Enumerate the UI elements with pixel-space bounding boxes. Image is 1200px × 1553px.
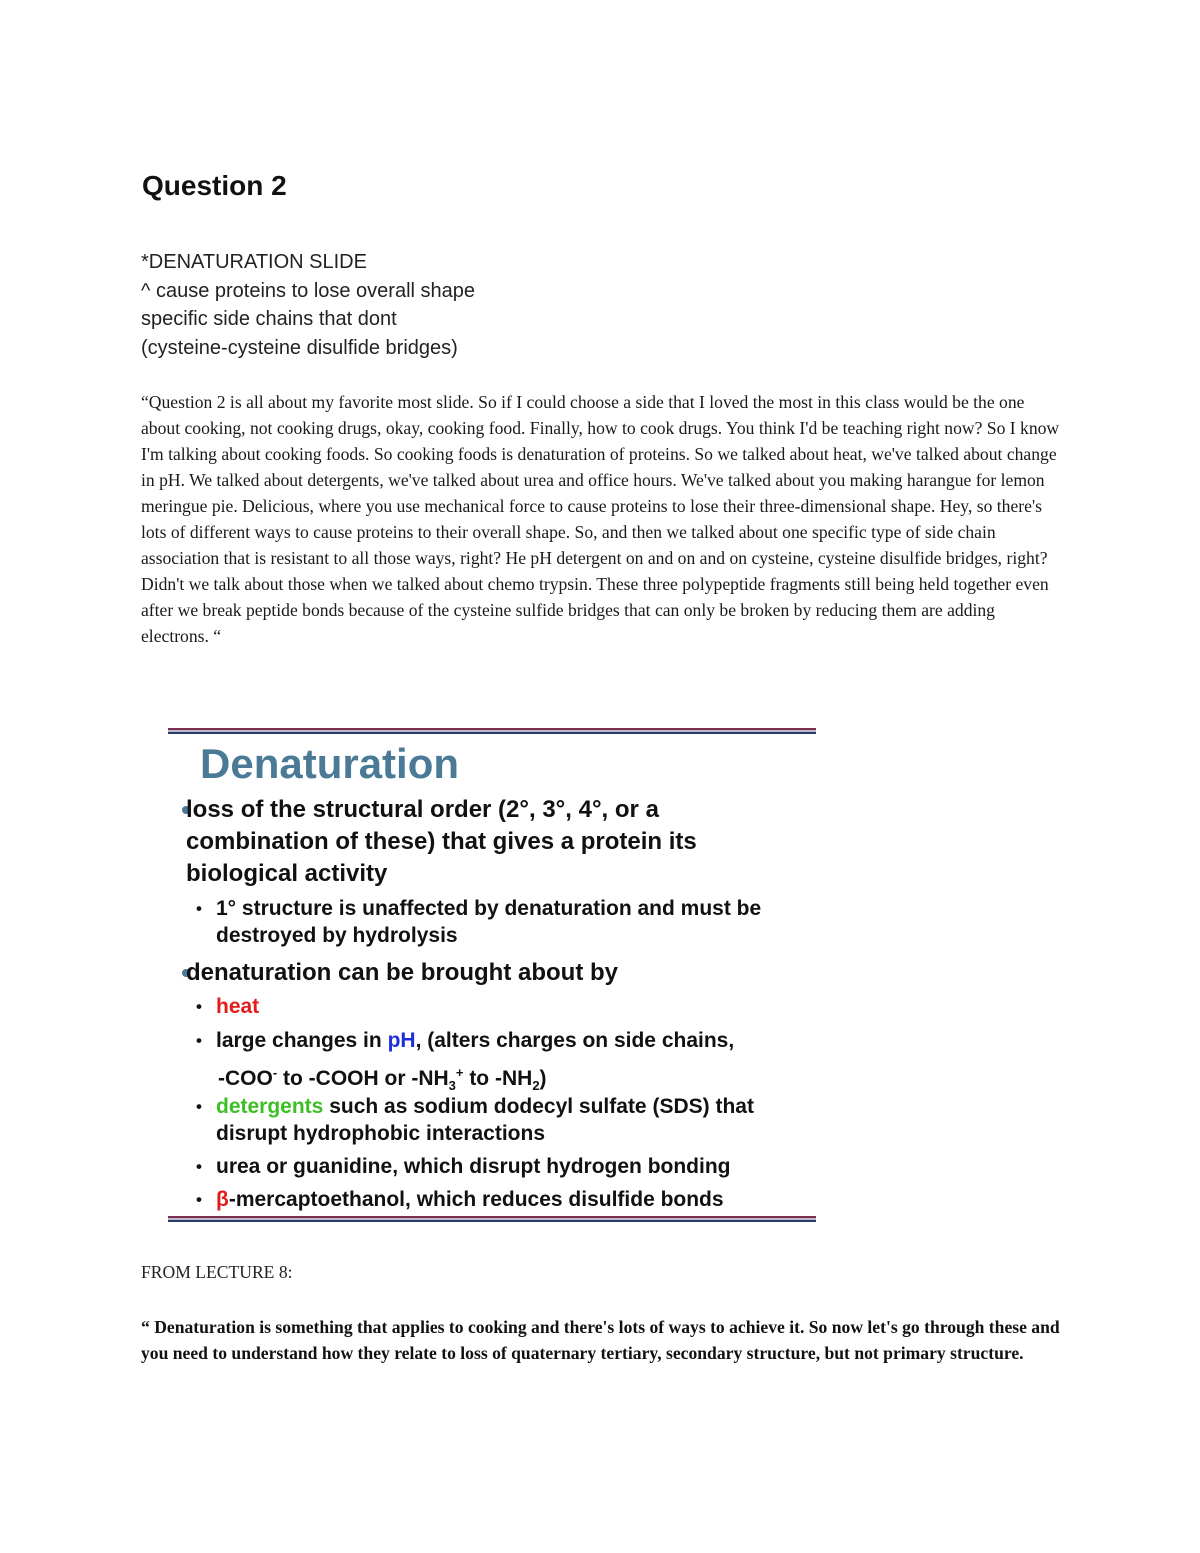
slide-bullet-1-line: biological activity (186, 860, 388, 887)
bullet-icon: • (196, 1031, 202, 1050)
chem-text: to -NH (463, 1067, 533, 1090)
beta-text: -mercaptoethanol, which reduces disulfide bonds (228, 1188, 724, 1211)
lecture-8-quote: “ Denaturation is something that applies to cooking and there's lots of ways to achieve it. So now let's go through these and you need to understand how they relate to loss of quaternary tertiary, secondary structure, but not primary structure. (141, 1317, 1060, 1363)
bullet-icon: • (196, 1157, 202, 1176)
slide-title: Denaturation (200, 740, 460, 787)
heat-text: heat (216, 995, 260, 1018)
notes-block (141, 248, 475, 362)
lecture-quote: “Question 2 is all about my favorite most slide. So if I could choose a side that I loved the most in this class would be the one about cooking, not cooking drugs, okay, cooking food. Finally, how to cook drugs. You think I'd be teaching right now? So I know I'm talking about cooking foods. So cooking foods is denaturation of proteins. So we talked about heat, we've talked about change in pH. We talked about detergents, we've talked about urea and office hours. We've talked about you making harangue for lemon meringue pie. Delicious, where you use mechanical force to cause proteins to lose their three-dimensional shape. Hey, so there's lots of different ways to cause proteins to their overall shape. So, and then we talked about one specific type of side chain association that is resistant to all those ways, right? He pH detergent on and on and on cysteine, cysteine disulfide bridges, right? Didn't we talk about those when we talked about chemo trypsin. These three polypeptide fragments still being held together even after we break peptide bonds because of the cysteine sulfide bridges that can only be broken by reducing them are adding electrons. “ (141, 392, 1060, 646)
chem-text: -COO (218, 1067, 273, 1090)
slide-sub-bullet-line: 1° structure is unaffected by denaturation and must be (216, 897, 762, 920)
beta-symbol: β (216, 1188, 229, 1211)
slide-bottom-rule (168, 1216, 816, 1222)
slide-sub-bullet-line: destroyed by hydrolysis (216, 924, 458, 947)
slide-sub-bullet (196, 1153, 731, 1180)
chem-sup: + (455, 1065, 464, 1080)
detergents-text: disrupt hydrophobic interactions (216, 1122, 546, 1145)
denaturation-slide-image (168, 728, 816, 1224)
detergents-text: such as sodium dodecyl sulfate (SDS) that (323, 1095, 754, 1118)
chem-sup: - (272, 1065, 278, 1080)
slide-sub-bullet (196, 993, 260, 1020)
urea-text: urea or guanidine, which disrupt hydrogen bonding (216, 1155, 731, 1178)
question-heading: Question 2 (142, 170, 287, 201)
slide-top-rule (168, 728, 816, 734)
ph-word: pH (387, 1029, 416, 1052)
note-line: specific side chains that dont (141, 308, 397, 330)
bullet-icon: • (196, 997, 202, 1016)
chem-sub: 2 (532, 1078, 540, 1094)
slide-sub-bullet (196, 1093, 754, 1147)
slide-sub-bullet (196, 895, 762, 949)
slide-bullet-1-line: combination of these) that gives a protein its (186, 828, 697, 855)
note-line: *DENATURATION SLIDE (141, 251, 367, 273)
chem-text: ) (539, 1067, 547, 1090)
slide-bullet-1-line: loss of the structural order (2°, 3°, 4°, or a (186, 796, 659, 823)
note-line: (cysteine-cysteine disulfide bridges) (141, 336, 458, 359)
chem-sub: 3 (448, 1078, 456, 1094)
slide-sub-bullet (196, 1186, 724, 1213)
slide-sub-bullet (196, 1027, 735, 1099)
chem-text: to -COOH or -NH (277, 1067, 449, 1090)
from-lecture-label: FROM LECTURE 8: (141, 1262, 293, 1282)
bullet-icon: • (196, 899, 202, 918)
ph-text: , (alters charges on side chains, (415, 1029, 735, 1052)
ph-text: large changes in (216, 1029, 388, 1052)
bullet-icon: • (196, 1190, 202, 1209)
note-line: ^ cause proteins to lose overall shape (141, 279, 476, 302)
detergents-word: detergents (216, 1095, 324, 1118)
bullet-icon: • (196, 1097, 202, 1116)
slide-bullet-2-text: denaturation can be brought about by (186, 959, 618, 986)
